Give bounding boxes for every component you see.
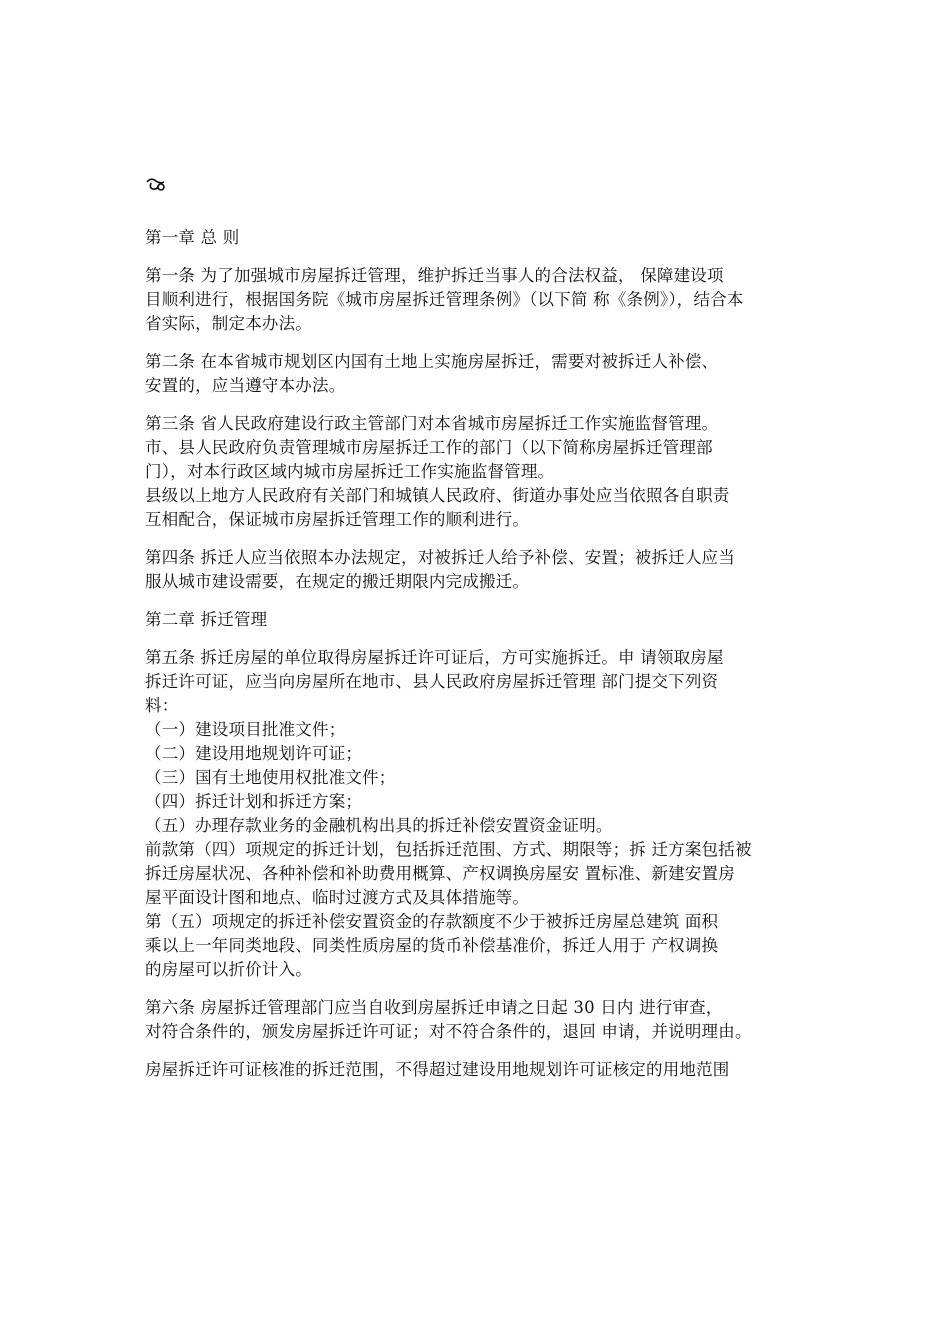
article-line: 拆迁房屋状况、各种补偿和补助费用概算、产权调换房屋安 置标准、新建安置房 xyxy=(145,864,735,883)
article-line: 市、县人民政府负责管理城市房屋拆迁工作的部门（以下简称房屋拆迁管理部 xyxy=(145,438,713,457)
article-line: 第四条 拆迁人应当依照本办法规定，对被拆迁人给予补偿、安置；被拆迁人应当 xyxy=(145,548,735,567)
article-line: 第二条 在本省城市规划区内国有土地上实施房屋拆迁，需要对被拆迁人补偿、 xyxy=(145,352,719,371)
chapter-heading: 第二章 拆迁管理 xyxy=(145,610,268,629)
article-line: 安置的，应当遵守本办法。 xyxy=(145,376,346,395)
article-line: 屋平面设计图和地点、临时过渡方式及具体措施等。 xyxy=(145,888,530,907)
article-line: 第五条 拆迁房屋的单位取得房屋拆迁许可证后，方可实施拆迁。申 请领取房屋 xyxy=(145,648,724,667)
article-line: 服从城市建设需要，在规定的搬迁期限内完成搬迁。 xyxy=(145,572,530,591)
article-line: 省实际，制定本办法。 xyxy=(145,314,312,333)
list-item: （二）建设用地规划许可证； xyxy=(145,744,363,763)
article-line: 目顺利进行，根据国务院《城市房屋拆迁管理条例》（以下简 称《条例》），结合本 xyxy=(145,290,744,309)
article-line: 的房屋可以折价计入。 xyxy=(145,960,312,979)
decorative-ornament-icon xyxy=(145,176,167,194)
article-line: 料： xyxy=(145,696,179,715)
article-line: 第（五）项规定的拆迁补偿安置资金的存款额度不少于被拆迁房屋总建筑 面积 xyxy=(145,912,719,931)
list-item: （一）建设项目批准文件； xyxy=(145,720,346,739)
article-line: 房屋拆迁许可证核准的拆迁范围，不得超过建设用地规划许可证核定的用地范围 xyxy=(145,1060,730,1079)
article-line: 第三条 省人民政府建设行政主管部门对本省城市房屋拆迁工作实施监督管理。 xyxy=(145,414,719,433)
article-line: 互相配合，保证城市房屋拆迁管理工作的顺利进行。 xyxy=(145,510,530,529)
chapter-heading: 第一章 总 则 xyxy=(145,228,240,247)
article-line: 拆迁许可证，应当向房屋所在地市、县人民政府房屋拆迁管理 部门提交下列资 xyxy=(145,672,719,691)
article-line: 对符合条件的，颁发房屋拆迁许可证；对不符合条件的，退回 申请，并说明理由。 xyxy=(145,1022,752,1041)
list-item: （五）办理存款业务的金融机构出具的拆迁补偿安置资金证明。 xyxy=(145,816,613,835)
article-line: 第一条 为了加强城市房屋拆迁管理，维护拆迁当事人的合法权益， 保障建设项 xyxy=(145,266,724,285)
article-line: 门），对本行政区域内城市房屋拆迁工作实施监督管理。 xyxy=(145,462,555,481)
article-line: 前款第（四）项规定的拆迁计划，包括拆迁范围、方式、期限等；拆 迁方案包括被 xyxy=(145,840,752,859)
list-item: （四）拆迁计划和拆迁方案； xyxy=(145,792,363,811)
article-line: 乘以上一年同类地段、同类性质房屋的货币补偿基准价，拆迁人用于 产权调换 xyxy=(145,936,719,955)
list-item: （三）国有土地使用权批准文件； xyxy=(145,768,396,787)
article-line: 第六条 房屋拆迁管理部门应当自收到房屋拆迁申请之日起 30 日内 进行审查， xyxy=(145,998,723,1017)
article-line: 县级以上地方人民政府有关部门和城镇人民政府、街道办事处应当依照各自职责 xyxy=(145,486,730,505)
